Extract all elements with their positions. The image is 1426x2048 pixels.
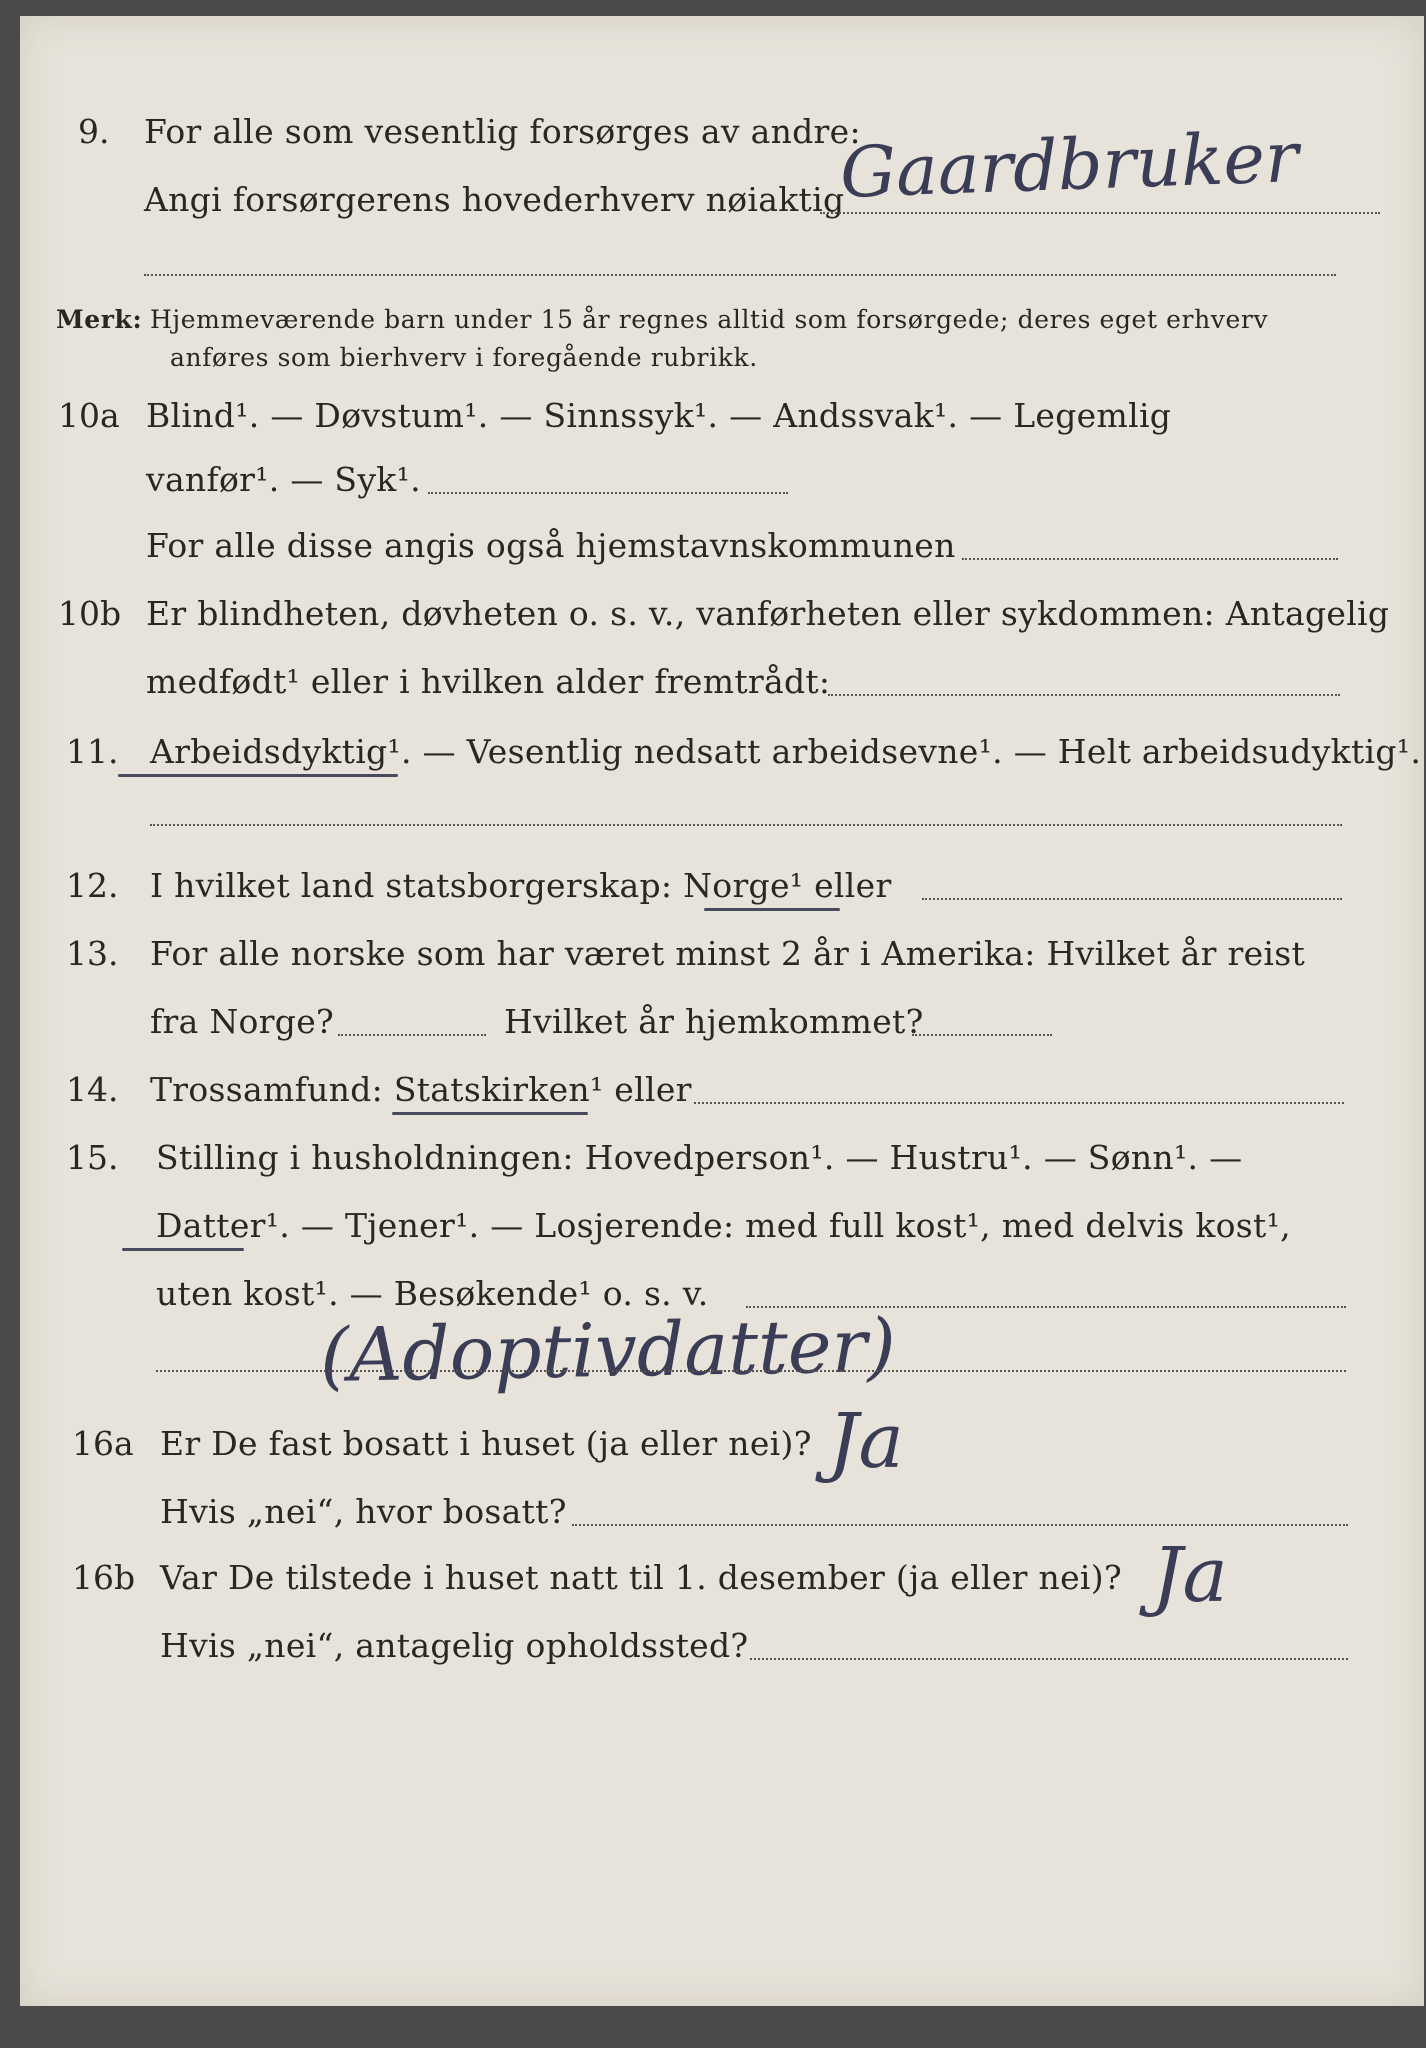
q10a-number: 10a [58, 396, 120, 435]
q16a-answer-line [572, 1524, 1348, 1526]
q11-line-1: Arbeidsdyktig¹. — Vesentlig nedsatt arbeidsevne¹. — Helt arbeidsudyktig¹. [150, 732, 1422, 771]
q10b-answer-line [828, 694, 1340, 696]
q11-number: 11. [66, 732, 119, 771]
q13-number: 13. [66, 934, 119, 973]
q13-line-2b: Hvilket år hjemkommet? [504, 1002, 924, 1041]
q13-line-1: For alle norske som har været minst 2 år i Amerika: Hvilket år reist [150, 934, 1306, 973]
q13-reist-line [338, 1034, 486, 1036]
q9-blank-line [144, 274, 1336, 276]
q10a-line-2: vanfør¹. — Syk¹. [146, 460, 421, 499]
census-form-page [20, 16, 1424, 2006]
q14-line-1: Trossamfund: Statskirken¹ eller [150, 1070, 692, 1109]
q12-line-1: I hvilket land statsborgerskap: Norge¹ eller [150, 866, 892, 905]
q9-line-2: Angi forsørgerens hovederhverv nøiaktig [144, 180, 845, 219]
q10a-line-3: For alle disse angis også hjemstavnskommunen [146, 526, 956, 565]
q13-hjemkommet-line [912, 1034, 1052, 1036]
q13-line-2a: fra Norge? [150, 1002, 335, 1041]
q16b-line-1: Var De tilstede i huset natt til 1. desember (ja eller nei)? [160, 1558, 1122, 1597]
q9-line-1: For alle som vesentlig forsørges av andre: [144, 112, 861, 151]
q16a-line-1: Er De fast bosatt i huset (ja eller nei)? [160, 1424, 812, 1463]
q12-handwritten-underline [704, 908, 840, 911]
q11-blank-line [150, 824, 1342, 826]
q10a-answer-line [428, 492, 788, 494]
q15-line-1: Stilling i husholdningen: Hovedperson¹. — Hustru¹. — Sønn¹. — [156, 1138, 1243, 1177]
q10a-kommune-line [962, 558, 1338, 560]
q10a-line-1: Blind¹. — Døvstum¹. — Sinnssyk¹. — Andssvak¹. — Legemlig [146, 396, 1172, 435]
q16a-number: 16a [72, 1424, 134, 1463]
merk-line-1: Hjemmeværende barn under 15 år regnes alltid som forsørgede; deres eget erhverv [150, 305, 1269, 334]
q16b-handwritten-answer: Ja [1152, 1530, 1228, 1619]
q15-line-2: Datter¹. — Tjener¹. — Losjerende: med full kost¹, med delvis kost¹, [156, 1206, 1291, 1245]
q14-handwritten-underline [392, 1112, 588, 1115]
q16b-line-2: Hvis „nei“, antagelig opholdssted? [160, 1626, 749, 1665]
q16b-number: 16b [72, 1558, 136, 1597]
merk-label: Merk: [56, 305, 143, 334]
q16a-line-2: Hvis „nei“, hvor bosatt? [160, 1492, 567, 1531]
q15-blank-line [156, 1370, 1346, 1372]
q16a-handwritten-answer: Ja [828, 1396, 904, 1485]
q9-answer-line [820, 212, 1380, 214]
q15-number: 15. [66, 1138, 119, 1177]
q9-number: 9. [78, 112, 110, 151]
q9-handwritten-answer: Gaardbruker [838, 116, 1300, 214]
q10b-line-2: medfødt¹ eller i hvilken alder fremtrådt: [146, 662, 831, 701]
q15-line-3: uten kost¹. — Besøkende¹ o. s. v. [156, 1274, 709, 1313]
q16b-answer-line [750, 1658, 1348, 1660]
q11-handwritten-underline [118, 774, 398, 777]
q10b-line-1: Er blindheten, døvheten o. s. v., vanførheten eller sykdommen: Antagelig [146, 594, 1390, 633]
q14-number: 14. [66, 1070, 119, 1109]
q15-handwritten-underline [122, 1248, 244, 1251]
q15-handwritten-answer: (Adoptivdatter) [319, 1302, 897, 1400]
q12-number: 12. [66, 866, 119, 905]
q14-answer-line [694, 1102, 1344, 1104]
q10b-number: 10b [58, 594, 122, 633]
merk-line-2: anføres som bierhverv i foregående rubrikk. [170, 343, 758, 372]
q12-answer-line [922, 898, 1342, 900]
